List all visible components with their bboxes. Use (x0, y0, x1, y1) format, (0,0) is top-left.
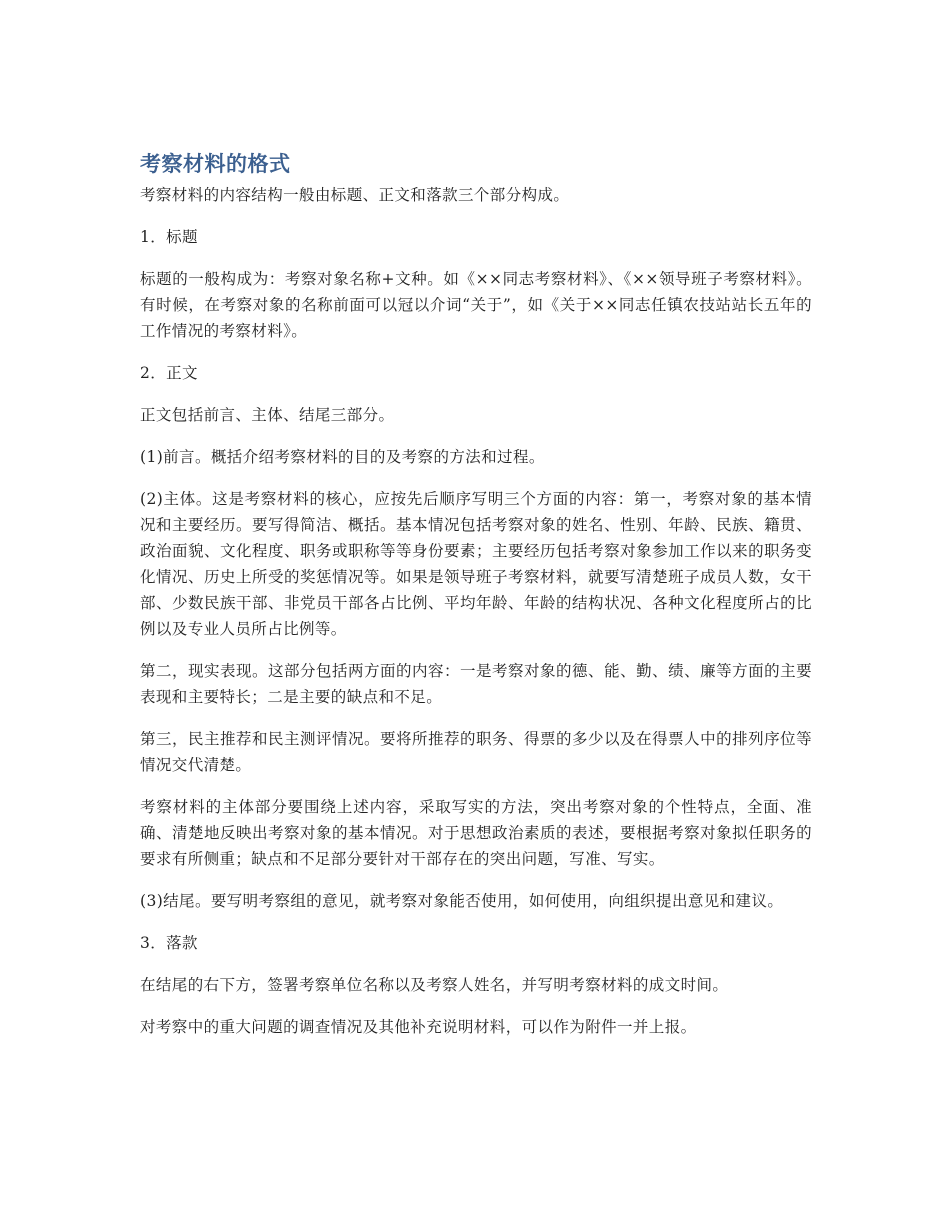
document-title: 考察材料的格式 (140, 152, 291, 176)
paragraph-preface: (1)前言。概括介绍考察材料的目的及考察的方法和过程。 (140, 448, 545, 466)
paragraph-third-evaluation: 第三，民主推荐和民主测评情况。要将所推荐的职务、得票的多少以及在得票人中的排列序位等情况交代清楚。 (140, 730, 812, 774)
section-heading-body: 2．正文 (140, 364, 198, 382)
section-heading-title: 1．标题 (140, 228, 198, 246)
paragraph-main-body: (2)主体。这是考察材料的核心，应按先后顺序写明三个方面的内容：第一，考察对象的基本情况和主要经历。要写得简洁、概括。基本情况包括考察对象的姓名、性别、年龄、民族、籍贯、政治面貌、文化程度、职务或职称等等身份要素；主要经历包括考察对象参加工作以来的职务变化情况、历史上所受的奖惩情况等。如果是领导班子考察材料，就要写清楚班子成员人数，女干部、少数民族干部、非党员干部各占比例、平均年龄、年龄的结构状况、各种文化程度所占的比例以及专业人员所占比例等。 (140, 490, 812, 638)
paragraph-attachments: 对考察中的重大问题的调查情况及其他补充说明材料，可以作为附件一并上报。 (140, 1018, 697, 1036)
paragraph-main-body-summary: 考察材料的主体部分要围绕上述内容，采取写实的方法，突出考察对象的个性特点，全面、准确、清楚地反映出考察对象的基本情况。对于思想政治素质的表述，要根据考察对象拟任职务的要求有所侧重；缺点和不足部分要针对干部存在的突出问题，写准、写实。 (140, 798, 812, 868)
paragraph-signature: 在结尾的右下方，签署考察单位名称以及考察人姓名，并写明考察材料的成文时间。 (140, 976, 729, 994)
paragraph-body-parts: 正文包括前言、主体、结尾三部分。 (140, 406, 395, 424)
paragraph-ending: (3)结尾。要写明考察组的意见，就考察对象能否使用，如何使用，向组织提出意见和建议。 (140, 892, 784, 910)
section-heading-signature: 3．落款 (140, 934, 198, 952)
paragraph-intro: 考察材料的内容结构一般由标题、正文和落款三个部分构成。 (140, 186, 570, 204)
document-page (140, 150, 812, 1056)
paragraph-second-performance: 第二，现实表现。这部分包括两方面的内容：一是考察对象的德、能、勤、绩、廉等方面的主要表现和主要特长；二是主要的缺点和不足。 (140, 662, 812, 706)
paragraph-title-description: 标题的一般构成为：考察对象名称+文种。如《××同志考察材料》、《××领导班子考察材料》。有时候，在考察对象的名称前面可以冠以介词“关于”，如《关于××同志任镇农技站站长五年的工作情况的考察材料》。 (140, 270, 812, 340)
